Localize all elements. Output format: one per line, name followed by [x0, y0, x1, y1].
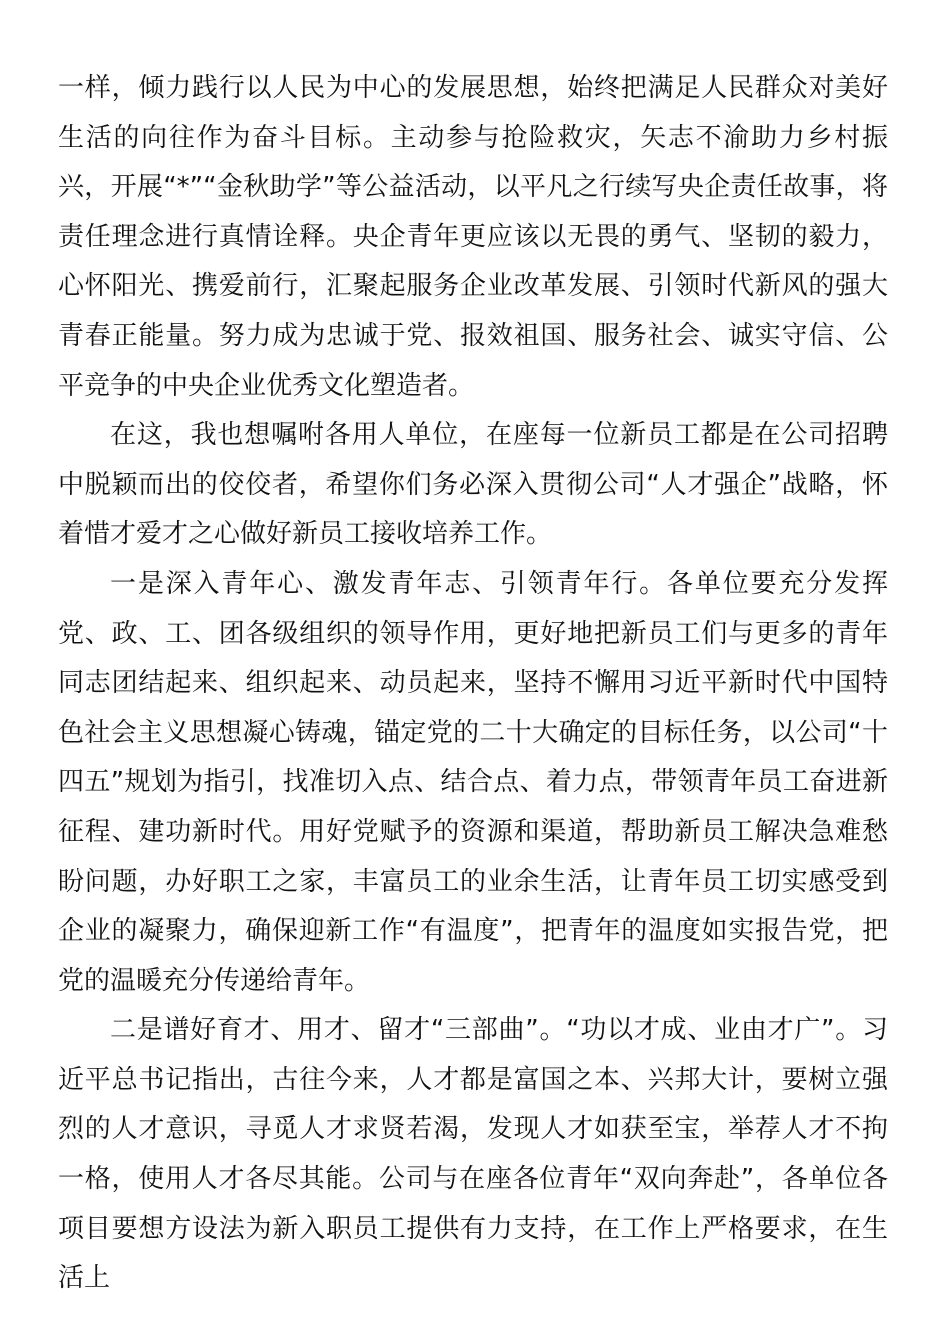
paragraph-4: 二是谱好育才、用才、留才“三部曲”。“功以才成、业由才广”。习近平总书记指出，古往今来，人才都是富国之本、兴邦大计，要树立强烈的人才意识，寻觅人才求贤若渴，发现人才如获至宝，举荐人才不拘一格，使用人才各尽其能。公司与在座各位青年“双向奔赴”，各单位各项目要想方设法为新入职员工提供有力支持，在工作上严格要求，在生活上	[58, 1015, 888, 1294]
paragraph-2: 在这，我也想嘱咐各用人单位，在座每一位新员工都是在公司招聘中脱颖而出的佼佼者，希望你们务必深入贯彻公司“人才强企”战略，怀着惜才爱才之心做好新员工接收培养工作。	[58, 420, 888, 550]
paragraph-3: 一是深入青年心、激发青年志、引领青年行。各单位要充分发挥党、政、工、团各级组织的领导作用，更好地把新员工们与更多的青年同志团结起来、组织起来、动员起来，坚持不懈用习近平新时代中国特色社会主义思想凝心铸魂，锚定党的二十大确定的目标任务，以公司“十四五”规划为指引，找准切入点、结合点、着力点，带领青年员工奋进新征程、建功新时代。用好党赋予的资源和渠道，帮助新员工解决急难愁盼问题，办好职工之家，丰富员工的业余生活，让青年员工切实感受到企业的凝聚力，确保迎新工作“有温度”，把青年的温度如实报告党，把党的温暖充分传递给青年。	[58, 568, 888, 996]
paragraph-1: 一样，倾力践行以人民为中心的发展思想，始终把满足人民群众对美好生活的向往作为奋斗目标。主动参与抢险救灾，矢志不渝助力乡村振兴，开展“*”“金秋助学”等公益活动，以平凡之行续写央企责任故事，将责任理念进行真情诠释。央企青年更应该以无畏的勇气、坚韧的毅力，心怀阳光、携爱前行，汇聚起服务企业改革发展、引领时代新风的强大青春正能量。努力成为忠诚于党、报效祖国、服务社会、诚实守信、公平竞争的中央企业优秀文化塑造者。	[58, 73, 888, 401]
